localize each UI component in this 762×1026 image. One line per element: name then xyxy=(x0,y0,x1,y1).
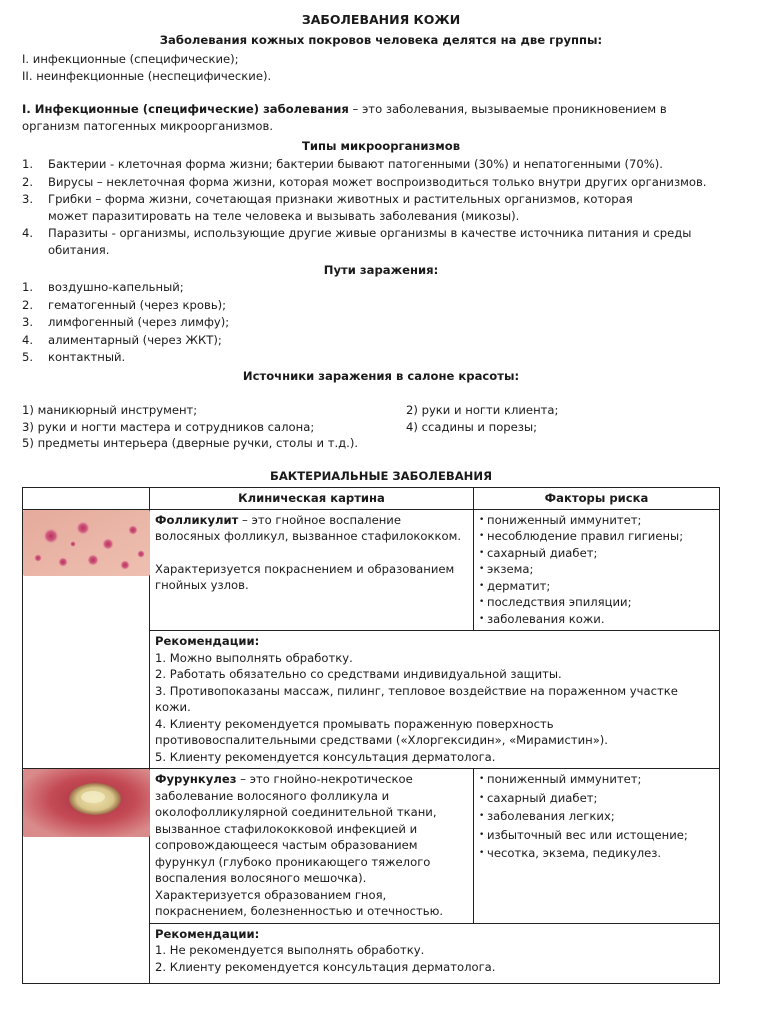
table-header-clinical: Клиническая картина xyxy=(150,488,474,510)
list-item: • заболевания кожи. xyxy=(479,611,714,628)
page-title: ЗАБОЛЕВАНИЯ КОЖИ xyxy=(301,12,461,27)
recommendation-item: 2. Работать обязательно со средствами индивидуальной защиты. xyxy=(155,667,562,681)
recommendation-item: 3. Противопоказаны массаж, пилинг, тепловое воздействие на пораженном участке кожи. xyxy=(155,683,678,714)
group-item: I. инфекционные (специфические); xyxy=(22,52,239,66)
microorganisms-heading: Типы микроорганизмов xyxy=(301,139,461,153)
folliculitis-photo xyxy=(23,510,150,576)
list-item: • последствия эпиляции; xyxy=(479,594,714,611)
list-item: 5. контактный. xyxy=(22,350,126,364)
folliculitis-risks xyxy=(474,509,720,631)
recommendation-item: 5. Клиенту рекомендуется консультация дерматолога. xyxy=(155,749,496,764)
source-item: 3) руки и ногти мастера и сотрудников салона; xyxy=(22,419,315,434)
list-item: • сахарный диабет; xyxy=(479,790,714,807)
groups-list xyxy=(22,51,271,84)
routes-list xyxy=(22,279,742,366)
group-item: II. неинфекционные (неспецифические). xyxy=(22,68,272,83)
furunculosis-photo-cell xyxy=(23,769,150,984)
list-item: • сахарный диабет; xyxy=(479,545,714,562)
furunculosis-photo xyxy=(23,769,150,837)
source-item: 4) ссадины и порезы; xyxy=(406,419,538,434)
list-item: 3. Грибки – форма жизни, сочетающая признаки животных и растительных организмов, которая может паразитировать на теле человека и вызывать заболевания (микозы). xyxy=(22,192,633,223)
page-subtitle: Заболевания кожных покровов человека делятся на две группы: xyxy=(159,33,603,47)
list-item: • пониженный иммунитет; xyxy=(479,771,714,788)
furunculosis-risks xyxy=(474,769,720,924)
disease-name: Фурункулез xyxy=(155,772,237,786)
list-item: • дерматит; xyxy=(479,578,714,595)
routes-heading: Пути заражения: xyxy=(323,263,439,277)
source-item: 1) маникюрный инструмент; xyxy=(22,403,198,417)
recommendation-item: 1. Можно выполнять обработку. xyxy=(155,650,353,665)
bacterial-table xyxy=(22,487,720,984)
table-header-row xyxy=(23,488,720,510)
disease-name: Фолликулит xyxy=(155,512,239,527)
recommendation-item: 2. Клиенту рекомендуется консультация дерматолога. xyxy=(155,959,496,974)
furunculosis-description: Фурункулез – это гнойно-некротическое заболевание волосяного фолликула и околофолликулярной соединительной ткани, вызванное стафилококковой инфекцией и сопровождающееся частым образованием фурункул (глубоко проникающего тяжелого воспаления волосяного мешочка). Характеризуется образованием гноя, покраснением, болезненностью и отечностью. xyxy=(150,769,474,924)
sources-list xyxy=(22,402,742,452)
recommendation-item: 1. Не рекомендуется выполнять обработку. xyxy=(155,943,425,957)
source-item xyxy=(406,435,726,452)
list-item: 4. Паразиты - организмы, использующие другие живые организмы в качестве источника питания и среды обитания. xyxy=(22,226,692,257)
folliculitis-recommendations: Рекомендации: 1. Можно выполнять обработку. 2. Работать обязательно со средствами индивидуальной защиты. 3. Противопоказаны массаж, пилинг, тепловое воздействие на пораженном участке кожи. 4. Клиенту рекомендуется промывать пораженную поверхность противовоспалительными средствами («Хлоргексидин», «Мирамистин»). 5. Клиенту рекомендуется консультация дерматолога. xyxy=(150,631,720,769)
list-item: • несоблюдение правил гигиены; xyxy=(479,528,714,545)
bacterial-heading: БАКТЕРИАЛЬНЫЕ ЗАБОЛЕВАНИЯ xyxy=(269,469,493,483)
list-item: • пониженный иммунитет; xyxy=(479,512,714,529)
table-header-risk: Факторы риска xyxy=(474,488,720,510)
table-row xyxy=(23,509,720,631)
list-item: 3. лимфогенный (через лимфу); xyxy=(22,315,230,329)
source-item: 2) руки и ногти клиента; xyxy=(406,403,559,417)
list-item: 2. гематогенный (через кровь); xyxy=(22,297,227,312)
list-item: 1. воздушно-капельный; xyxy=(22,280,184,294)
folliculitis-description: Фолликулит – это гнойное воспаление волосяных фолликул, вызванное стафилококком. Характеризуется покраснением и образованием гнойных узлов. xyxy=(150,509,474,631)
list-item: • заболевания легких; xyxy=(479,808,714,825)
list-item: 4. алиментарный (через ЖКТ); xyxy=(22,332,222,347)
source-item: 5) предметы интерьера (дверные ручки, столы и т.д.). xyxy=(22,436,359,450)
intro-text: – это заболевания, вызываемые проникновением в организм патогенных микроорганизмов. xyxy=(22,102,667,133)
recommendation-item: 4. Клиенту рекомендуется промывать пораженную поверхность противовоспалительными средствами («Хлоргексидин», «Мирамистин»). xyxy=(155,716,608,747)
microorganisms-list xyxy=(22,156,742,258)
sources-heading: Источники заражения в салоне красоты: xyxy=(242,369,520,383)
list-item: 1. Бактерии - клеточная форма жизни; бактерии бывают патогенными (30%) и непатогенными (70%). xyxy=(22,157,663,171)
list-item: • избыточный вес или истощение; xyxy=(479,827,714,844)
intro-heading: I. Инфекционные (специфические) заболевания xyxy=(22,102,349,116)
list-item: • чесотка, экзема, педикулез. xyxy=(479,845,714,862)
table-row xyxy=(23,769,720,924)
furunculosis-recommendations: Рекомендации: 1. Не рекомендуется выполнять обработку. 2. Клиенту рекомендуется консультация дерматолога. xyxy=(150,923,720,984)
intro-paragraph xyxy=(22,101,712,134)
folliculitis-photo-cell xyxy=(23,509,150,769)
table-header-image xyxy=(23,488,150,510)
list-item: 2. Вирусы – неклеточная форма жизни, которая может воспроизводиться только внутри других организмов. xyxy=(22,174,707,189)
list-item: • экзема; xyxy=(479,561,714,578)
